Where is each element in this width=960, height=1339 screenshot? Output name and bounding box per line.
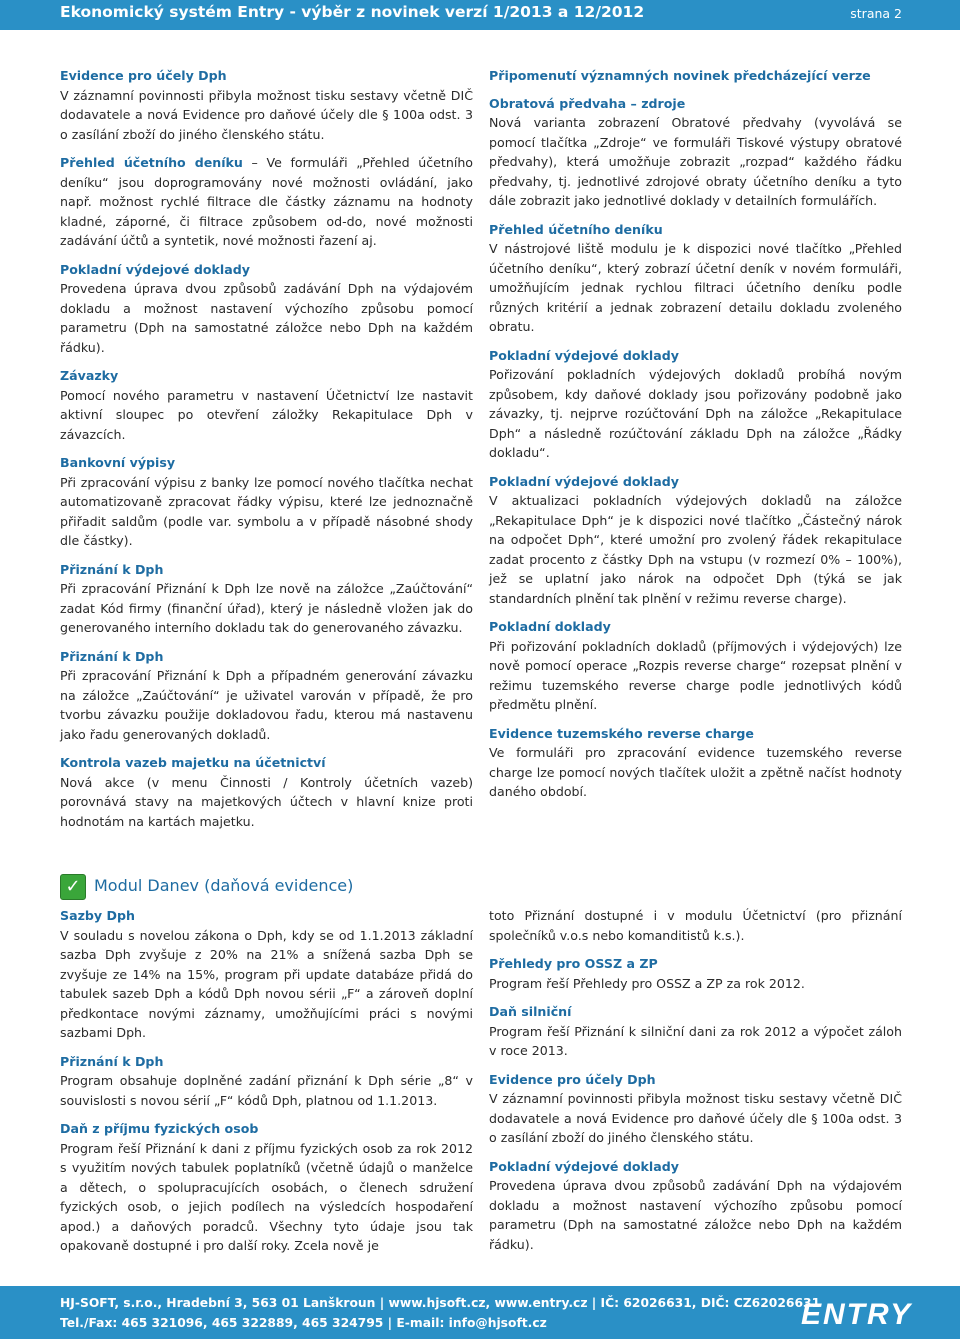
section-text: Program řeší Přiznání k silniční dani za rok 2012 a výpočet záloh v roce 2013.: [489, 1023, 902, 1058]
section-prehledy-ossz: [489, 954, 902, 993]
section-text: V souladu s novelou zákona o Dph, kdy se od 1.1.2013 základní sazba Dph zvyšuje z 20% na 21% a snížená sazba Dph se zvyšuje ze 14% na 15%, program při update databáze přidá do tabulek sazeb Dph a kódů Dph novou sérii „F“ a zároveň doplní předkontace novými záznamy, umožňujícími práci s novými sazbami Dph.: [60, 927, 473, 1040]
section-text: Program řeší Přehledy pro OSSZ a ZP za rok 2012.: [489, 975, 805, 991]
section-pokladni-vydejove-1: [489, 346, 902, 463]
section-prehled-deniku: [489, 220, 902, 337]
section-text: – Ve formuláři „Přehled účetního deníku“ jsou doprogramovány nové možnosti ovládání, jako např. možnost rychlé filtrace dle částky záznamu na hodnoty kladné, záporné, či filtrace způsobem od-do, nové možnosti zadávání účtů a syntetik, nové možnosti řazení aj.: [60, 155, 474, 248]
section-pokladni-vydejove-2: [489, 472, 902, 609]
section-pokladni-vydejove-danev: [489, 1157, 902, 1255]
section-title: Obratová předvaha – zdroje: [489, 95, 686, 111]
section-title: Přiznání k Dph: [60, 1053, 164, 1069]
section-text: Provedena úprava dvou způsobů zadávání Dph na výdajovém dokladu a možnost nastavení výchozího způsobu pomocí parametru (Dph na samostatné záložce nebo Dph na každém řádku).: [489, 1178, 902, 1252]
section-title: Závazky: [60, 368, 119, 383]
section-dan-silnicni: [489, 1002, 902, 1061]
right-column-bottom: [489, 906, 902, 1263]
left-column-top: [60, 66, 473, 840]
section-zavazky: [60, 366, 473, 444]
section-title: Evidence tuzemského reverse charge: [489, 725, 754, 741]
section-text: Nová varianta zobrazení Obratové předvahy (vyvolává se pomocí tlačítka „Zdroje“ ve formuláři Tiskové výstupy obratové předvahy), která umožňuje zobrazit „rozpad“ každého řádku předvahy, tj. jednotlivé zdrojové obraty účetního deníku a tyto dále zobrazit jako jednotlivé doklady v detailních formulářích.: [489, 115, 902, 208]
reminder-heading: Připomenutí významných novinek předcházející verze: [489, 68, 871, 83]
page-footer: [0, 1286, 960, 1339]
section-priznani-dph-1: [60, 560, 473, 638]
module-title: Modul Danev (daňová evidence): [94, 876, 354, 895]
section-text: Při zpracování výpisu z banky lze pomocí nového tlačítka nechat automatizovaně zpracovat řádky výpisu, které lze jednoznačně přiřadit saldům (podle var. symbolu a v případě násobné shody dle částky).: [60, 474, 473, 548]
section-title: Pokladní výdejové doklady: [489, 347, 679, 363]
section-text: Provedena úprava dvou způsobů zadávání Dph na výdajovém dokladu a možnost nastavení výchozího způsobu pomocí parametru (Dph na samostatné záložce nebo Dph na každém řádku).: [60, 281, 473, 355]
section-reverse-charge: [489, 724, 902, 802]
section-title: Přehled účetního deníku: [489, 221, 663, 237]
inline-title: Přehled účetního deníku: [60, 155, 243, 170]
section-title: Daň silniční: [489, 1004, 572, 1019]
section-pokladni-vydejove: [60, 260, 473, 358]
section-title: Bankovní výpisy: [60, 455, 176, 470]
section-title: Přehledy pro OSSZ a ZP: [489, 956, 658, 971]
section-title: Pokladní doklady: [489, 619, 611, 634]
section-text: Při zpracování Přiznání k Dph a případném generování závazku na záložce „Zaúčtování“ je uživatel varován v případě, že pro tvorbu závazku použije dokladovou řadu, kterou má nastavenu jako řadu generovaných dokladů.: [60, 668, 473, 742]
section-title: Přiznání k Dph: [60, 561, 164, 577]
section-priznani-dph-danev: [60, 1052, 473, 1111]
section-title: Evidence pro účely Dph: [60, 68, 227, 83]
section-priznani-dph-2: [60, 647, 473, 745]
left-column-bottom: [60, 906, 473, 1265]
page-number: strana 2: [850, 6, 902, 21]
section-text: Ve formuláři pro zpracování evidence tuzemského reverse charge lze pomocí nových tlačítek uložit a zpětně načíst hodnoty daného období.: [489, 745, 902, 799]
section-text: V nástrojové liště modulu je k dispozici nové tlačítko „Přehled účetního deníku“, který zobrazí účetní deník v novém formuláři, umožňujícím jednak rychlou filtraci účetního deníku podle různých kritérií a jednak zobrazení detailu dokladu zvoleného obratu.: [489, 241, 902, 334]
section-evidence-dph-danev: [489, 1070, 902, 1148]
right-column-top: [489, 66, 902, 811]
section-text: Nová akce (v menu Činnosti / Kontroly účetních vazeb) porovnává stavy na majetkových účtech v hlavní knize proti hodnotám na kartách majetku.: [60, 774, 473, 829]
section-title: Pokladní výdejové doklady: [489, 473, 679, 489]
module-heading: [60, 874, 480, 900]
section-text: Pořizování pokladních výdejových dokladů probíhá novým způsobem, kdy daňové doklady jsou pořizovány podobně jako závazky, tj. nejprve rozúčtování Dph na záložce „Rekapitulace Dph“ a následně rozúčtování základu Dph na záložce „Řádky dokladu“.: [489, 367, 902, 460]
section-text: toto Přiznání dostupné i v modulu Účetnictví (pro přiznání společníků v.o.s nebo komanditistů k.s.).: [489, 908, 902, 943]
section-text: Pomocí nového parametru v nastavení Účetnictví lze nastavit aktivní sloupec po otevření záložky Rekapitulace Dph v závazcích.: [60, 387, 473, 442]
section-bankovni-vypisy: [60, 453, 473, 551]
section-title: Daň z příjmu fyzických osob: [60, 1121, 259, 1136]
section-title: Kontrola vazeb majetku na účetnictví: [60, 755, 326, 770]
section-pokladni-doklady: [489, 617, 902, 715]
section-prehled-ucetniho-deniku: [60, 153, 473, 251]
section-text: V záznamní povinnosti přibyla možnost tisku sestavy včetně DIČ dodavatele a nová Evidence pro daňové účely dle § 100a odst. 3 o zasílání zboží do jiného členského státu.: [60, 87, 473, 142]
section-title: Pokladní výdejové doklady: [60, 261, 250, 277]
footer-address: HJ-SOFT, s.r.o., Hradební 3, 563 01 Lanškroun | www.hjsoft.cz, www.entry.cz | IČ: 62026631, DIČ: CZ62026631: [60, 1296, 821, 1310]
footer-contact: Tel./Fax: 465 321096, 465 322889, 465 324795 | E-mail: info@hjsoft.cz: [60, 1316, 547, 1330]
section-text: Při pořizování pokladních dokladů (příjmových i výdejových) lze nově pomocí operace „Rozpis reverse charge“ rozepsat plnění v režimu tuzemského reverse charge podle jednotlivých kódů předmětu plnění.: [489, 638, 902, 712]
section-kontrola-vazeb: [60, 753, 473, 831]
section-dan-z-prijmu: [60, 1119, 473, 1256]
document-title: Ekonomický systém Entry - výběr z novinek verzí 1/2013 a 12/2012: [60, 3, 645, 21]
page-header: [0, 0, 960, 30]
section-title: Sazby Dph: [60, 908, 135, 923]
check-icon: ✓: [60, 874, 86, 900]
section-text: Program řeší Přiznání k dani z příjmu fyzických osob za rok 2012 s využitím nových tabulek poplatníků (včetně údajů o manželce a dětech, o spolupracujících osobách, o členech sdružení fyzických osob, o jejich podílech na výsledcích hospodaření apod.) a daňových poradců. Všechny tyto údaje jsou tak opakovaně dostupné i pro další roky. Zcela nově je: [60, 1140, 473, 1253]
section-text: V aktualizaci pokladních výdejových dokladů na záložce „Rekapitulace Dph“ je k dispozici nové tlačítko „Částečný nárok na odpočet Dph“, které umožní pro zvolený řádek rekapitulace zadat procento z částky Dph na vstupu (v rozmezí 0% – 100%), jež se uplatní jako nárok na odpočet Dph (týká se jak standardních plnění tak plnění v režimu reverse charge).: [489, 493, 902, 606]
section-title: Evidence pro účely Dph: [489, 1071, 656, 1087]
section-title: Přiznání k Dph: [60, 648, 164, 664]
section-evidence-dph: [60, 66, 473, 144]
section-text: V záznamní povinnosti přibyla možnost tisku sestavy včetně DIČ dodavatele a nová Evidence pro daňové účely dle § 100a odst. 3 o zasílání zboží do jiného členského státu.: [489, 1091, 902, 1145]
section-text: Při zpracování Přiznání k Dph lze nově na záložce „Zaúčtování“ zadat Kód firmy (finanční úřad), který je následně vložen jak do generovaného interního dokladu tak do generovaného závazku.: [60, 581, 473, 635]
logo-text: ENTRY: [801, 1298, 913, 1330]
section-continuation: [489, 906, 902, 945]
section-title: Pokladní výdejové doklady: [489, 1158, 679, 1174]
entry-logo: [797, 1296, 932, 1330]
section-text: Program obsahuje doplněné zadání přiznání k Dph série „8“ v souvislosti s novou sérií „F“ kódů Dph, platnou od 1.1.2013.: [60, 1073, 473, 1108]
section-sazby-dph: [60, 906, 473, 1043]
section-obratova-predvaha: [489, 94, 902, 211]
